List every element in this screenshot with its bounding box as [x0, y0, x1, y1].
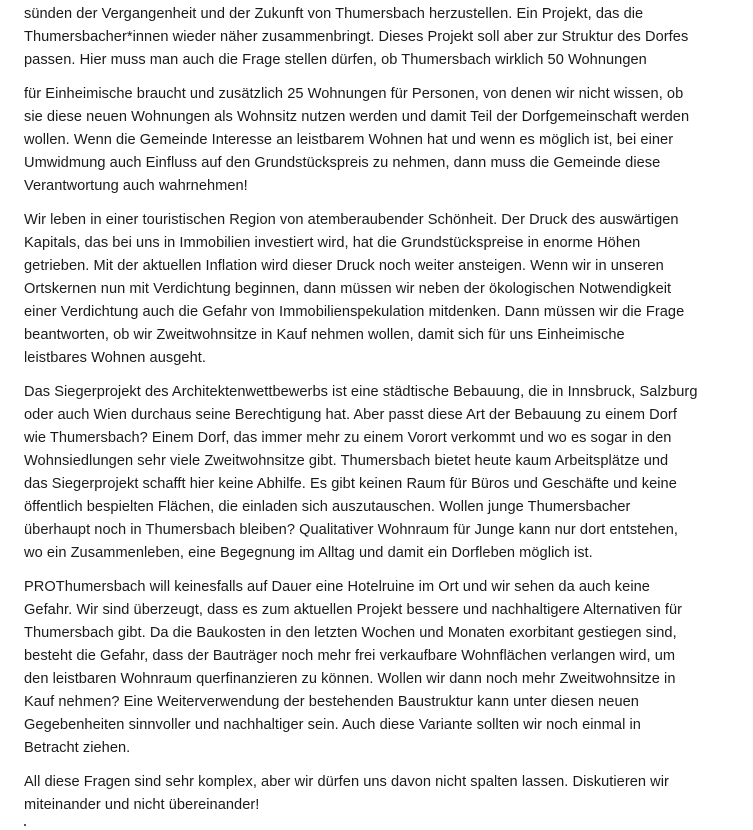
text-line: öffentlich bespielten Flächen, die einladen sich auszutauschen. Wollen junge Thumersbacher: [24, 499, 631, 515]
paragraph-2: [24, 83, 743, 198]
document-body: [24, 3, 743, 817]
text-line: den leistbaren Wohnraum querfinanzieren zu können. Wollen wir dann noch mehr Zweitwohnsitze in: [24, 671, 676, 687]
paragraph-4: [24, 381, 743, 565]
text-line: beantworten, ob wir Zweitwohnsitze in Kauf nehmen wollen, damit sich für uns Einheimische: [24, 327, 625, 343]
text-line: besteht die Gefahr, dass der Bauträger noch mehr frei verkaufbare Wohnflächen verlangen wird, um: [24, 648, 676, 664]
text-line: sünden der Vergangenheit und der Zukunft von Thumersbach herzustellen. Ein Projekt, das die: [24, 6, 644, 22]
text-line: einer Verdichtung auch die Gefahr von Immobilienspekulation mitdenken. Dann müssen wir die Frage: [24, 304, 685, 320]
text-line: Thumersbach gibt. Da die Baukosten in den letzten Wochen und Monaten exorbitant gestiegen sind,: [24, 625, 677, 641]
text-line: PROThumersbach will keinesfalls auf Dauer eine Hotelruine im Ort und wir sehen da auch keine: [24, 579, 650, 595]
text-line: Betracht ziehen.: [24, 740, 131, 756]
text-line: Wir leben in einer touristischen Region von atemberaubender Schönheit. Der Druck des auswärtigen: [24, 212, 679, 228]
text-line: oder auch Wien durchaus seine Berechtigung hat. Aber passt diese Art der Bebauung zu einem Dorf: [24, 407, 677, 423]
text-line: Verantwortung auch wahrnehmen!: [24, 178, 248, 194]
text-line: miteinander und nicht übereinander!: [24, 797, 260, 813]
text-line: das Siegerprojekt schafft hier keine Abhilfe. Es gibt keinen Raum für Büros und Geschäfte und keine: [24, 476, 677, 492]
text-line: wo ein Zusammenleben, eine Begegnung im Alltag und damit ein Dorfleben möglich ist.: [24, 545, 593, 561]
paragraph-5: [24, 576, 743, 760]
text-line: sie diese neuen Wohnungen als Wohnsitz nutzen werden und damit Teil der Dorfgemeinschaft werden: [24, 109, 690, 125]
text-line: Gefahr. Wir sind überzeugt, dass es zum aktuellen Projekt bessere und nachhaltigere Alternativen für: [24, 602, 683, 618]
paragraph-3: [24, 209, 743, 370]
text-line: Kapitals, das bei uns in Immobilien investiert wird, hat die Grundstückspreise in enorme Höhen: [24, 235, 641, 251]
text-line: Gegebenheiten sinnvoller und nachhaltiger sein. Auch diese Variante sollten wir noch einmal in: [24, 717, 641, 733]
text-line: Kauf nehmen? Eine Weiterverwendung der bestehenden Baustruktur kann unter diesen neuen: [24, 694, 639, 710]
text-line: getrieben. Mit der aktuellen Inflation wird dieser Druck noch weiter ansteigen. Wenn wir in unseren: [24, 258, 664, 274]
text-line: passen. Hier muss man auch die Frage stellen dürfen, ob Thumersbach wirklich 50 Wohnungen: [24, 52, 647, 68]
paragraph-1: [24, 3, 743, 72]
text-line: Ortskernen nun mit Verdichtung beginnen, dann müssen wir neben der ökologischen Notwendigkeit: [24, 281, 672, 297]
text-line: Wohnsiedlungen sehr viele Zweitwohnsitze gibt. Thumersbach bietet heute kaum Arbeitsplätze und: [24, 453, 669, 469]
text-line: leistbares Wohnen ausgeht.: [24, 350, 206, 366]
text-line: Das Siegerprojekt des Architektenwettbewerbs ist eine städtische Bebauung, die in Innsbruck, Salzburg: [24, 384, 698, 400]
text-line: Umwidmung auch Einfluss auf den Grundstückspreis zu nehmen, dann muss die Gemeinde diese: [24, 155, 661, 171]
text-line: für Einheimische braucht und zusätzlich 25 Wohnungen für Personen, von denen wir nicht wissen, ob: [24, 86, 684, 102]
text-line: All diese Fragen sind sehr komplex, aber wir dürfen uns davon nicht spalten lassen. Diskutieren wir: [24, 774, 669, 790]
text-line: Thumersbacher*innen wieder näher zusammenbringt. Dieses Projekt soll aber zur Struktur des Dorfes: [24, 29, 689, 45]
paragraph-6: [24, 771, 743, 817]
text-line: überhaupt noch in Thumersbach bleiben? Qualitativer Wohnraum für Junge kann nur dort entstehen,: [24, 522, 679, 538]
stray-mark: [24, 824, 26, 826]
text-line: wollen. Wenn die Gemeinde Interesse an leistbarem Wohnen hat und wenn es möglich ist, bei einer: [24, 132, 674, 148]
text-line: wie Thumersbach? Einem Dorf, das immer mehr zu einem Vorort verkommt und wo es sogar in den: [24, 430, 672, 446]
